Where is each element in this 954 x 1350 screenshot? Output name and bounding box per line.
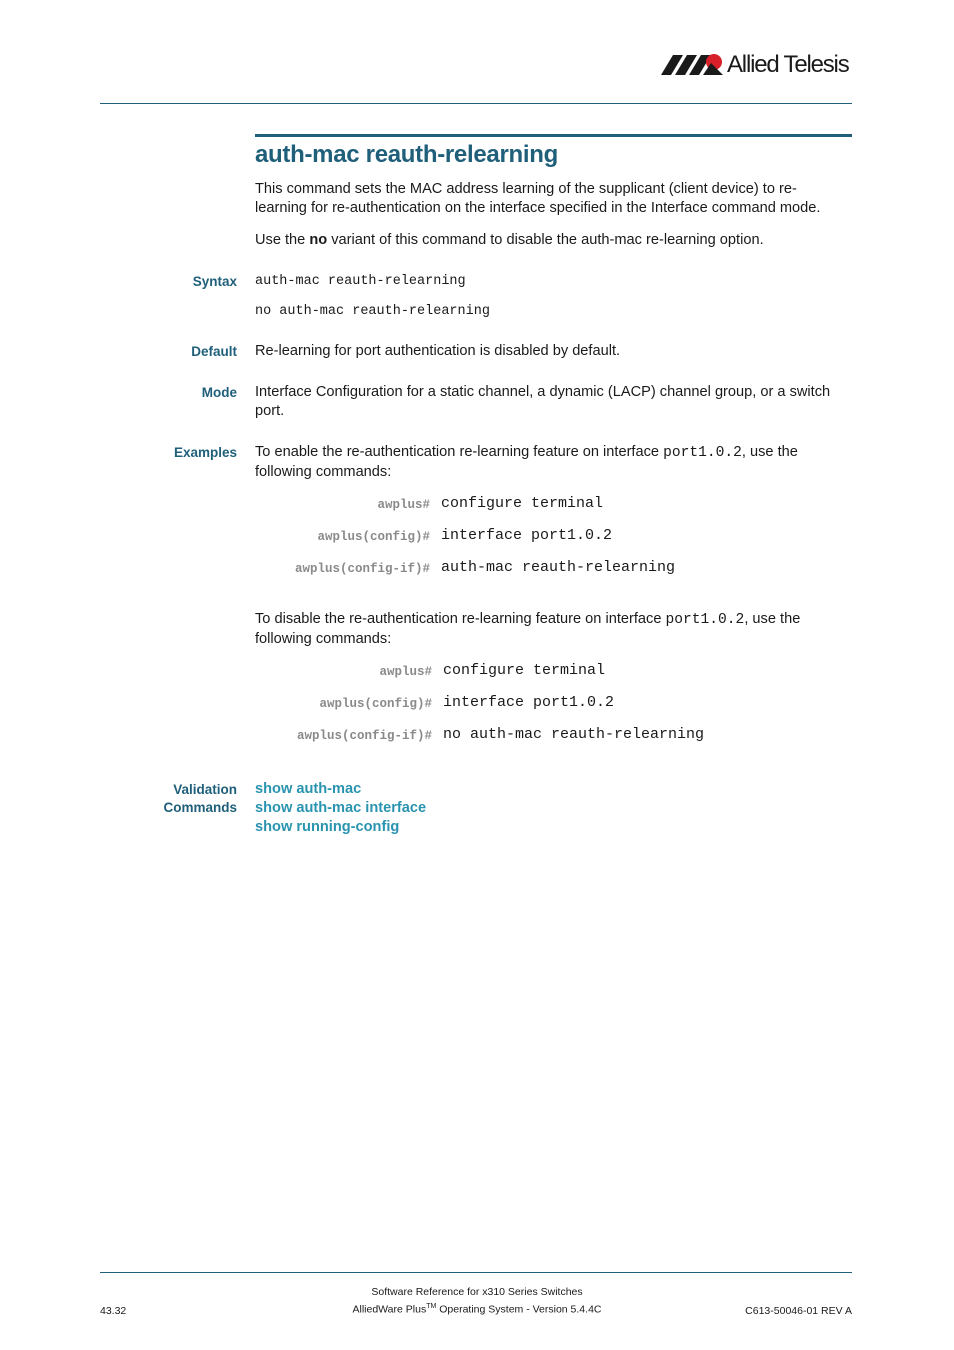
no-keyword: no [309,232,328,248]
footer-trademark: TM [426,1303,437,1310]
example1-intro-prefix: To enable the re-authentication re-learning feature on interface [255,444,664,460]
allied-telesis-logo [661,50,853,80]
example2-intro-line-2: following commands: [255,631,392,647]
example1-intro-line-2: following commands: [255,464,392,480]
example2-intro-suffix: , use the [744,611,801,627]
validation-label-2: Commands [163,800,237,815]
footer-divider [100,1272,852,1273]
footer-product: AlliedWare Plus [352,1303,427,1316]
example1-prompt-3: awplus(config-if)# [294,562,430,576]
example2-command-1: configure terminal [443,662,606,679]
syntax-label: Syntax [192,274,237,289]
page-title: auth-mac reauth-relearning [255,141,558,168]
example1-intro-code: port1.0.2 [663,445,742,461]
example1-command-3: auth-mac reauth-relearning [441,559,676,576]
example2-command-3: no auth-mac reauth-relearning [443,726,705,743]
example2-command-2: interface port1.0.2 [443,694,615,711]
header-divider [100,103,852,104]
description [255,180,855,218]
link-show-auth-mac[interactable]: show auth-mac [255,781,362,797]
footer-version: Operating System - Version 5.4.4C [436,1303,602,1316]
logo-wordmark: Allied Telesis [727,51,849,78]
example2-intro-code: port1.0.2 [665,612,745,628]
allied-telesis-logo-icon [661,53,725,77]
mode-line-2: port. [255,403,285,419]
no-variant-text [255,231,855,250]
link-show-auth-mac-interface[interactable]: show auth-mac interface [255,800,427,816]
example1-intro [255,443,855,482]
footer-doc-id: C613-50046-01 REV A [745,1305,852,1317]
title-rule [255,134,852,137]
mode-label: Mode [201,385,237,400]
default-text: Re-learning for port authentication is disabled by default. [255,343,621,359]
default-label: Default [191,344,237,359]
example1-command-2: interface port1.0.2 [441,527,613,544]
mode-text [255,383,855,421]
footer-line-1: Software Reference for x310 Series Switches [371,1286,583,1298]
syntax-line-1: auth-mac reauth-relearning [255,274,466,289]
example2-prompt-2: awplus(config)# [319,697,432,711]
description-line-1: This command sets the MAC address learning of the supplicant (client device) to re- [255,181,797,197]
example2-intro [255,610,855,649]
example1-prompt-2: awplus(config)# [317,530,430,544]
example2-intro-prefix: To disable the re-authentication re-learning feature on interface [255,611,666,627]
description-line-2: learning for re-authentication on the interface specified in the Interface command mode. [255,200,821,216]
example1-command-1: configure terminal [441,495,604,512]
example1-intro-suffix: , use the [741,444,798,460]
example1-prompt-1: awplus# [377,498,430,512]
footer-page-number: 43.32 [100,1305,127,1317]
examples-label: Examples [173,445,237,460]
link-show-running-config[interactable]: show running-config [255,819,400,835]
no-variant-prefix: Use the [255,232,310,248]
example2-prompt-3: awplus(config-if)# [296,729,432,743]
syntax-line-2: no auth-mac reauth-relearning [255,304,490,319]
example2-prompt-1: awplus# [379,665,432,679]
mode-line-1: Interface Configuration for a static channel, a dynamic (LACP) channel group, or a switch [255,384,831,400]
no-variant-suffix: variant of this command to disable the auth-mac re-learning option. [327,232,764,248]
validation-label-1: Validation [173,782,237,797]
